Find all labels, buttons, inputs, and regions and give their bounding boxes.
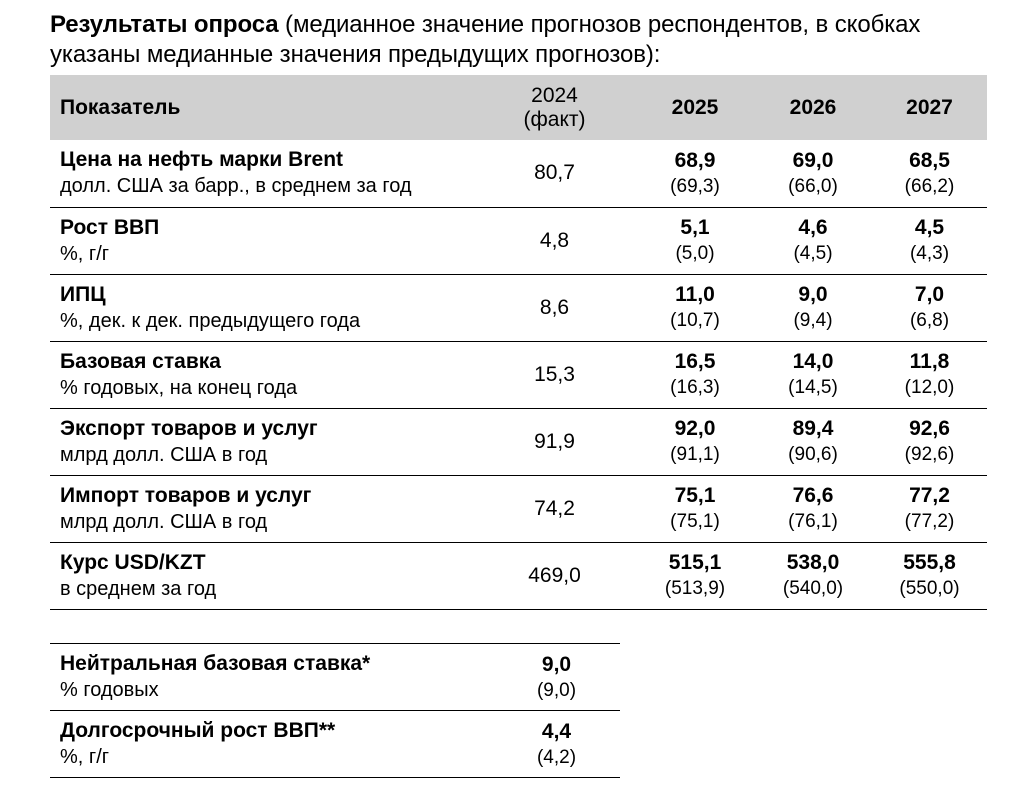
- forecast-median: 14,0: [792, 350, 834, 373]
- table-body: [50, 140, 987, 609]
- forecast-previous: (66,0): [788, 175, 838, 197]
- forecast-cell: [636, 341, 754, 408]
- forecast-cell: [754, 542, 872, 609]
- indicator-cell: [50, 274, 493, 341]
- forecast-previous: (5,0): [675, 243, 715, 264]
- forecast-cell: [754, 475, 872, 542]
- forecast-previous: (69,3): [670, 175, 720, 197]
- fact-value: 91,9: [534, 429, 575, 453]
- fact-value: 80,7: [534, 161, 575, 185]
- header-year: 2026: [789, 95, 837, 119]
- forecast-previous: (6,8): [909, 310, 950, 331]
- table-header-row: [50, 75, 987, 140]
- header-fact-year: 2024: [531, 83, 578, 107]
- forecast-cell: [872, 274, 987, 341]
- indicator-cell: [50, 207, 493, 274]
- forecast-table: [50, 75, 987, 610]
- forecast-cell: [493, 644, 620, 711]
- forecast-median: 11,8: [909, 350, 950, 373]
- forecast-previous: (9,0): [536, 679, 577, 701]
- table-row: [50, 341, 987, 408]
- indicator-name: Экспорт товаров и услуг: [60, 416, 318, 440]
- forecast-previous: (550,0): [899, 578, 960, 599]
- table-row: [50, 644, 620, 711]
- fact-value: 469,0: [528, 563, 581, 587]
- forecast-previous: (91,1): [670, 444, 720, 465]
- forecast-median: 76,6: [792, 484, 834, 507]
- indicator-name: Курс USD/KZT: [60, 550, 206, 574]
- forecast-median: 515,1: [668, 551, 722, 574]
- forecast-median: 538,0: [786, 551, 840, 574]
- page-title-rest: (медианное значение прогнозов респондентов, в скобках указаны медианные значения предыдущих прогнозов):: [50, 11, 921, 68]
- forecast-previous: (77,2): [904, 511, 955, 532]
- forecast-previous: (92,6): [904, 444, 955, 465]
- long-term-table: [50, 643, 620, 778]
- indicator-cell: [50, 711, 493, 778]
- long-term-table-body: [50, 644, 620, 778]
- header-fact: [493, 75, 636, 140]
- forecast-previous: (10,7): [670, 310, 720, 331]
- forecast-median: 5,1: [680, 216, 710, 239]
- forecast-median: 4,5: [914, 216, 945, 239]
- table-row: [50, 408, 987, 475]
- forecast-previous: (76,1): [788, 511, 838, 532]
- forecast-median: 9,0: [541, 652, 572, 676]
- indicator-name: Базовая ставка: [60, 349, 221, 373]
- header-indicator: Показатель: [60, 95, 181, 119]
- table-row: [50, 542, 987, 609]
- indicator-unit: долл. США за барр., в среднем за год: [60, 175, 412, 198]
- forecast-cell: [636, 140, 754, 207]
- forecast-median: 68,5: [909, 148, 950, 172]
- forecast-median: 89,4: [792, 417, 834, 440]
- forecast-median: 75,1: [674, 484, 716, 507]
- indicator-unit: % годовых: [60, 679, 159, 701]
- indicator-unit: % годовых, на конец года: [60, 376, 298, 399]
- forecast-cell: [872, 341, 987, 408]
- forecast-cell: [754, 408, 872, 475]
- table-row: [50, 274, 987, 341]
- forecast-median: 92,0: [674, 417, 716, 440]
- forecast-cell: [872, 140, 987, 207]
- forecast-median: 4,6: [798, 216, 828, 239]
- forecast-previous: (66,2): [904, 175, 955, 197]
- forecast-previous: (12,0): [904, 377, 955, 398]
- indicator-cell: [50, 542, 493, 609]
- fact-value: 74,2: [534, 496, 575, 520]
- forecast-cell: [636, 207, 754, 274]
- fact-value: 15,3: [534, 362, 575, 386]
- indicator-cell: [50, 341, 493, 408]
- indicator-cell: [50, 140, 493, 207]
- forecast-median: 555,8: [903, 551, 956, 574]
- fact-value: 8,6: [539, 295, 570, 319]
- page-title: [50, 10, 1000, 70]
- indicator-name: Цена на нефть марки Brent: [60, 148, 344, 172]
- forecast-median: 16,5: [674, 350, 716, 373]
- forecast-median: 77,2: [909, 484, 950, 507]
- forecast-cell: [872, 408, 987, 475]
- indicator-name: Импорт товаров и услуг: [60, 483, 312, 507]
- forecast-cell: [754, 207, 872, 274]
- forecast-cell: [636, 408, 754, 475]
- forecast-cell: [754, 274, 872, 341]
- fact-value: 4,8: [539, 228, 570, 252]
- forecast-cell: [872, 207, 987, 274]
- table-row: [50, 207, 987, 274]
- header-year: 2027: [906, 95, 953, 119]
- forecast-cell: [872, 542, 987, 609]
- forecast-cell: [872, 475, 987, 542]
- table-row: [50, 475, 987, 542]
- forecast-median: 69,0: [792, 148, 834, 172]
- table-row: [50, 711, 620, 778]
- indicator-name: ИПЦ: [60, 282, 106, 306]
- forecast-previous: (4,5): [793, 243, 833, 264]
- indicator-cell: [50, 408, 493, 475]
- forecast-previous: (540,0): [782, 578, 844, 599]
- header-fact-note: (факт): [523, 107, 586, 131]
- forecast-previous: (16,3): [670, 377, 720, 398]
- forecast-cell: [754, 140, 872, 207]
- forecast-previous: (4,2): [536, 746, 577, 768]
- forecast-previous: (75,1): [670, 511, 720, 532]
- forecast-previous: (90,6): [788, 444, 838, 465]
- forecast-previous: (9,4): [793, 310, 833, 331]
- indicator-unit: млрд долл. США в год: [60, 510, 268, 533]
- page-title-bold: Результаты опроса: [50, 11, 279, 38]
- forecast-cell: [636, 542, 754, 609]
- indicator-unit: %, дек. к дек. предыдущего года: [60, 309, 361, 332]
- forecast-cell: [493, 711, 620, 778]
- forecast-median: 4,4: [541, 719, 572, 743]
- indicator-unit: %, г/г: [60, 746, 110, 768]
- forecast-cell: [636, 475, 754, 542]
- forecast-cell: [636, 274, 754, 341]
- forecast-cell: [754, 341, 872, 408]
- indicator-name: Долгосрочный рост ВВП**: [60, 719, 336, 742]
- forecast-median: 11,0: [675, 283, 715, 306]
- forecast-previous: (4,3): [909, 243, 950, 264]
- forecast-median: 92,6: [909, 417, 950, 440]
- indicator-cell: [50, 644, 493, 711]
- indicator-cell: [50, 475, 493, 542]
- indicator-unit: %, г/г: [60, 242, 110, 265]
- forecast-previous: (513,9): [664, 578, 726, 599]
- forecast-median: 9,0: [798, 283, 828, 306]
- indicator-unit: в среднем за год: [60, 577, 217, 600]
- forecast-median: 68,9: [674, 148, 716, 172]
- indicator-name: Рост ВВП: [60, 215, 160, 239]
- header-year: 2025: [671, 95, 719, 119]
- forecast-median: 7,0: [914, 283, 945, 306]
- forecast-previous: (14,5): [788, 377, 838, 398]
- table-row: [50, 140, 987, 207]
- indicator-name: Нейтральная базовая ставка*: [60, 652, 371, 675]
- indicator-unit: млрд долл. США в год: [60, 443, 268, 466]
